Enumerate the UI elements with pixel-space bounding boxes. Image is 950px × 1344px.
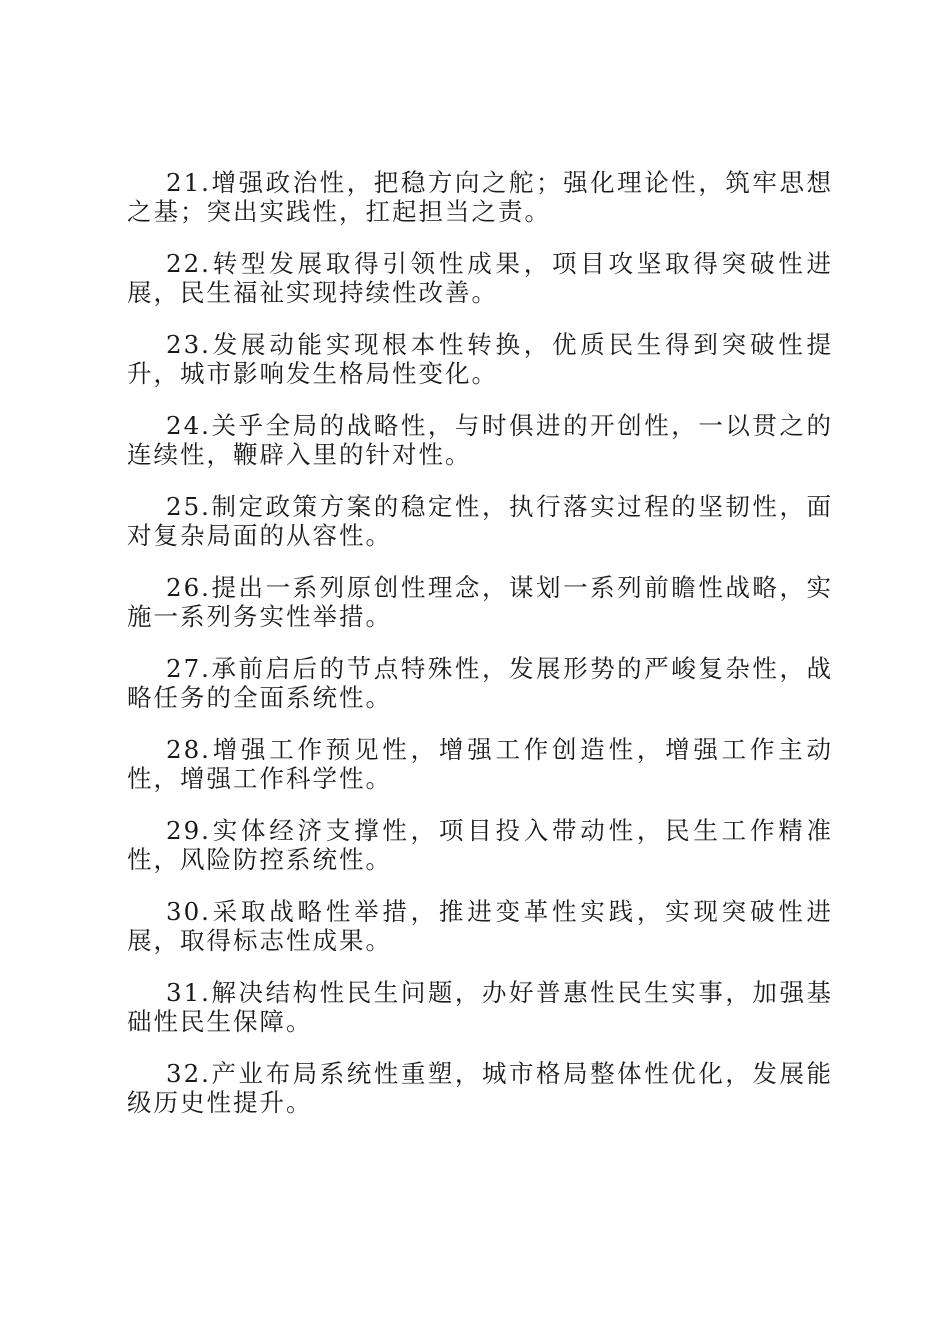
list-item-21: 21.增强政治性，把稳方向之舵；强化理论性，筑牢思想之基；突出实践性，扛起担当之责。 xyxy=(127,168,833,226)
list-item-22: 22.转型发展取得引领性成果，项目攻坚取得突破性进展，民生福祉实现持续性改善。 xyxy=(127,249,833,307)
document-body xyxy=(127,168,833,1140)
list-item-25: 25.制定政策方案的稳定性，执行落实过程的坚韧性，面对复杂局面的从容性。 xyxy=(127,492,833,550)
list-item-29: 29.实体经济支撑性，项目投入带动性，民生工作精准性，风险防控系统性。 xyxy=(127,816,833,874)
list-item-32: 32.产业布局系统性重塑，城市格局整体性优化，发展能级历史性提升。 xyxy=(127,1059,833,1117)
list-item-24: 24.关乎全局的战略性，与时俱进的开创性，一以贯之的连续性，鞭辟入里的针对性。 xyxy=(127,411,833,469)
list-item-26: 26.提出一系列原创性理念，谋划一系列前瞻性战略，实施一系列务实性举措。 xyxy=(127,573,833,631)
list-item-28: 28.增强工作预见性，增强工作创造性，增强工作主动性，增强工作科学性。 xyxy=(127,735,833,793)
list-item-31: 31.解决结构性民生问题，办好普惠性民生实事，加强基础性民生保障。 xyxy=(127,978,833,1036)
list-item-30: 30.采取战略性举措，推进变革性实践，实现突破性进展，取得标志性成果。 xyxy=(127,897,833,955)
list-item-23: 23.发展动能实现根本性转换，优质民生得到突破性提升，城市影响发生格局性变化。 xyxy=(127,330,833,388)
list-item-27: 27.承前启后的节点特殊性，发展形势的严峻复杂性，战略任务的全面系统性。 xyxy=(127,654,833,712)
